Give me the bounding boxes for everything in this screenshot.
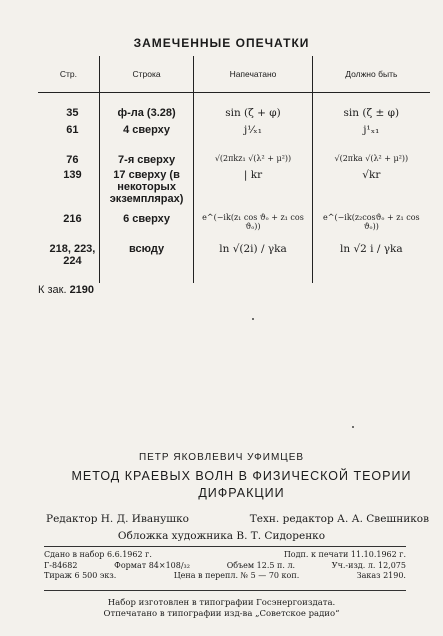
printer-line1: Набор изготовлен в типографии Госэнергоиздата. — [107, 598, 336, 608]
cell-should-be: e^(−ik(z₂cosϑₒ + z₁ cos ϑₒ)) — [312, 213, 430, 243]
book-title — [60, 468, 423, 502]
price: Цена в перепл. № 5 — 70 коп. — [173, 571, 300, 580]
print-run: Тираж 6 500 экз. — [44, 571, 117, 580]
cell-should-be: √(2πka √(λ² + μ²)) — [312, 154, 430, 169]
pub-sheets: Уч.-изд. л. 12,075 — [331, 560, 406, 570]
cell-line: ф-ла (3.28) — [99, 107, 193, 124]
book-title-line1: МЕТОД КРАЕВЫХ ВОЛН В ФИЗИЧЕСКОЙ ТЕОРИИ — [71, 469, 412, 483]
cell-should-be: √kr — [312, 169, 430, 213]
cell-printed: sin (ζ + φ) — [194, 107, 312, 124]
cell-printed: ln √(2i) / γka — [194, 243, 312, 283]
table-row — [38, 243, 430, 283]
cell-page: 218, 223, 224 — [49, 243, 96, 267]
cell-printed: e^(−ik(z₁ cos ϑₒ + z₁ cos ϑₒ)) — [194, 213, 312, 243]
errata-table — [38, 56, 430, 283]
signed-date: Подп. к печати 11.10.1962 г. — [283, 550, 406, 559]
cell-printed: | kr — [194, 169, 312, 213]
cover-artist: Обложка художника В. Т. Сидоренко — [117, 530, 326, 542]
cell-line: 17 сверху (в некоторых экземплярах) — [99, 169, 193, 213]
cell-line: 7-я сверху — [99, 154, 193, 169]
pubdata-row — [44, 550, 406, 561]
order-note — [38, 284, 94, 296]
tech-editor: Техн. редактор А. А. Свешников — [249, 513, 429, 525]
cell-line: 4 сверху — [99, 124, 193, 154]
cell-should-be: j¹ₓ₁ — [312, 124, 430, 154]
cell-page: 76 — [66, 154, 79, 166]
format: Формат 84×108/₃₂ — [114, 560, 190, 570]
scan-speck — [352, 426, 354, 428]
code: Г-84682 — [44, 560, 78, 570]
order-label: К зак. — [38, 284, 67, 296]
author-name: ПЕТР ЯКОВЛЕВИЧ УФИМЦЕВ — [138, 452, 305, 463]
header-printed: Напечатано — [194, 56, 312, 93]
volume: Объем 12.5 п. л. — [226, 560, 296, 570]
publication-data — [44, 550, 406, 582]
header-should-be: Должно быть — [312, 56, 430, 93]
table-row — [38, 213, 430, 243]
cell-should-be: ln √2 i / γka — [312, 243, 430, 283]
cell-should-be: sin (ζ ± φ) — [312, 107, 430, 124]
cell-printed: √(2πkz₁ √(λ² + μ²)) — [194, 154, 312, 169]
editor: Редактор Н. Д. Иванушко — [46, 513, 189, 525]
pubdata-row — [44, 571, 406, 582]
printer-line2: Отпечатано в типографии изд-ва „Советское радио“ — [103, 609, 340, 619]
pubdata-row — [44, 561, 406, 572]
table-row — [38, 107, 430, 124]
cell-page: 61 — [66, 124, 79, 136]
table-row — [38, 154, 430, 169]
divider-top — [44, 546, 406, 547]
order-id: Заказ 2190. — [356, 571, 406, 580]
cell-line: 6 сверху — [99, 213, 193, 243]
typeset-date: Сдано в набор 6.6.1962 г. — [44, 550, 152, 559]
printer-info — [0, 598, 443, 620]
errata-title: ЗАМЕЧЕННЫЕ ОПЕЧАТКИ — [133, 36, 310, 50]
order-number: 2190 — [69, 284, 95, 296]
errata-header-row — [38, 56, 430, 93]
header-page: Стр. — [38, 56, 99, 93]
cell-page: 35 — [66, 107, 79, 119]
cell-printed: j¹⁄ₓ₁ — [194, 124, 312, 154]
table-row — [38, 124, 430, 154]
cell-page: 139 — [63, 169, 82, 181]
editors-line — [46, 513, 429, 525]
book-title-line2: ДИФРАКЦИИ — [198, 486, 285, 500]
scan-speck — [252, 318, 254, 320]
divider-bottom — [44, 590, 406, 591]
cell-page: 216 — [63, 213, 82, 225]
header-line: Строка — [99, 56, 193, 93]
table-row — [38, 169, 430, 213]
cell-line: всюду — [99, 243, 193, 283]
